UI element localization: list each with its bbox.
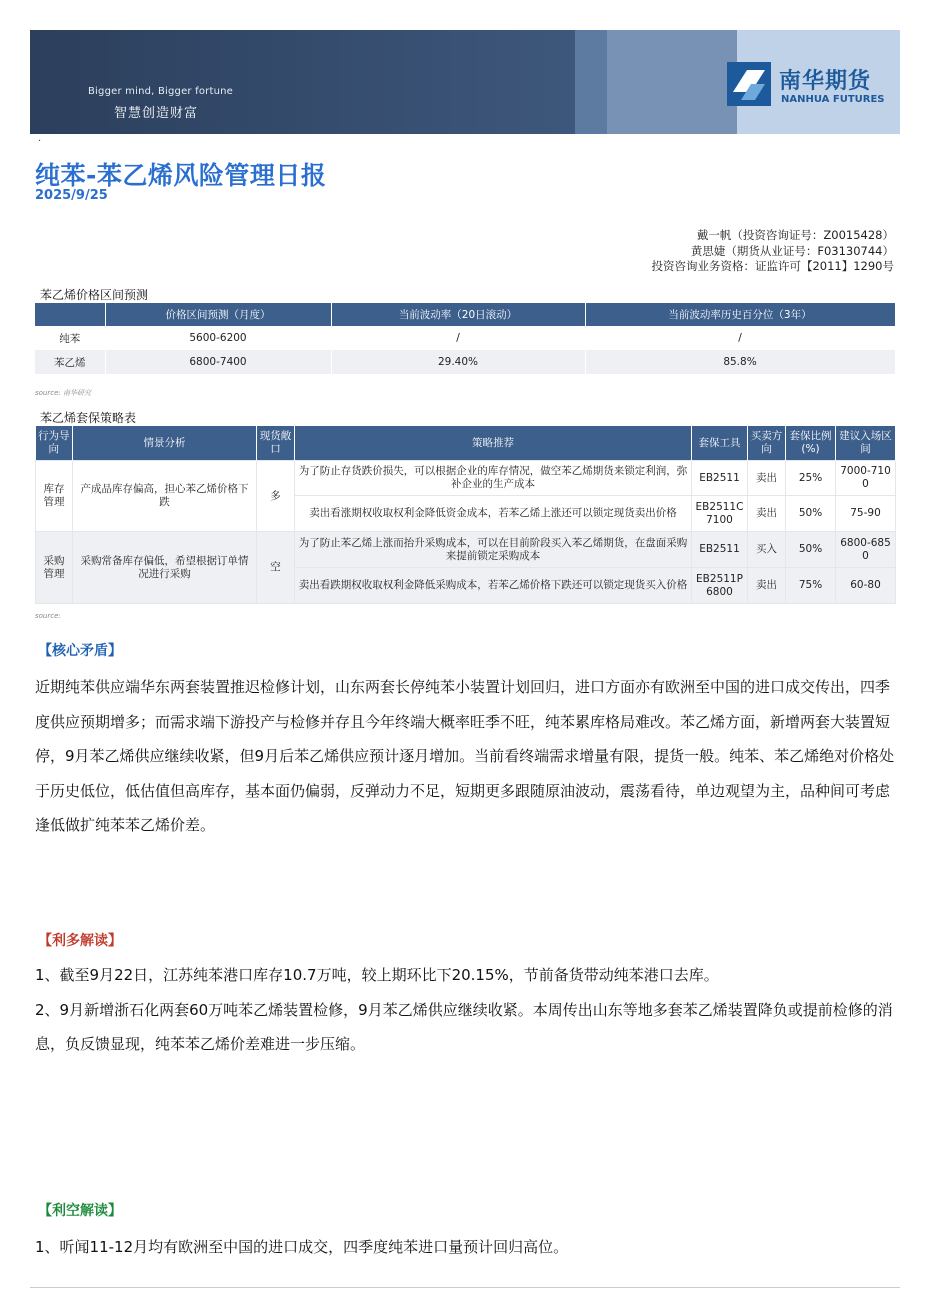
price-table-label: 苯乙烯价格区间预测 [40, 288, 149, 302]
table-header-cell [35, 303, 105, 326]
slogan-english: Bigger mind, Bigger fortune [88, 86, 234, 97]
direction-cell: 卖出 [748, 496, 786, 532]
banner-stripe [607, 30, 737, 134]
author-line: 黄思婕（期货从业证号：F03130744） [690, 243, 894, 258]
table-row [36, 461, 896, 496]
list-item: 1、听闻11-12月均有欧洲至中国的进口成交，四季度纯苯进口量预计回归高位。 [35, 1238, 569, 1256]
direction-cell: 买入 [748, 532, 786, 568]
ratio-cell: 50% [786, 496, 836, 532]
table-cell: / [331, 326, 585, 350]
report-title: 纯苯-苯乙烯风险管理日报 [35, 161, 327, 190]
banner-stripe [575, 30, 607, 134]
range-cell: 6800-6850 [836, 532, 896, 568]
list-item: 1、截至9月22日，江苏纯苯港口库存10.7万吨，较上期环比下20.15%，节前备货带动纯苯港口去库。 [35, 966, 719, 984]
direction-cell: 卖出 [748, 461, 786, 496]
table-header-cell: 当前波动率历史百分位（3年） [585, 303, 895, 326]
table-cell: 29.40% [331, 350, 585, 374]
company-logo [727, 60, 897, 110]
table-header-cell: 价格区间预测（月度） [105, 303, 331, 326]
table-header-row [35, 303, 895, 326]
table-header-cell: 建议入场区间 [836, 426, 896, 461]
table-header-cell: 套保比例(%) [786, 426, 836, 461]
exposure-cell: 空 [257, 532, 295, 604]
hedge-table-source: source: [35, 612, 61, 620]
table-header-cell: 套保工具 [692, 426, 748, 461]
strategy-cell: 为了防止存货跌价损失，可以根据企业的库存情况，做空苯乙烯期货来锁定利润，弥补企业的生产成本 [295, 461, 692, 496]
core-paragraph: 近期纯苯供应端华东两套装置推迟检修计划，山东两套长停纯苯小装置计划回归，进口方面亦有欧洲至中国的进口成交传出，四季度供应预期增多；而需求端下游投产与检修并存且今年终端大概率旺季不旺，纯苯累库格局难改。苯乙烯方面，新增两套大装置短停，9月苯乙烯供应继续收紧，但9月后苯乙烯供应预计逐月增加。当前看终端需求增量有限，提货一般。纯苯、苯乙烯绝对价格处于历史低位，低估值但高库存，基本面仍偏弱，反弹动力不足，短期更多跟随原油波动，震荡看待，单边观望为主，品种间可考虑逢低做扩纯苯苯乙烯价差。 [35, 678, 895, 834]
header-banner [30, 30, 900, 134]
scenario-cell: 产成品库存偏高，担心苯乙烯价格下跌 [73, 461, 257, 532]
table-header-cell: 现货敞口 [257, 426, 295, 461]
table-header-row [36, 426, 896, 461]
direction-cell: 卖出 [748, 568, 786, 604]
range-cell: 75-90 [836, 496, 896, 532]
license-line: 投资咨询业务资格：证监许可【2011】1290号 [651, 259, 894, 273]
strategy-cell: 卖出看跌期权收取权利金降低采购成本，若苯乙烯价格下跌还可以锁定现货买入价格 [295, 568, 692, 604]
table-header-cell: 情景分析 [73, 426, 257, 461]
table-cell: 5600-6200 [105, 326, 331, 350]
table-header-cell: 买卖方向 [748, 426, 786, 461]
bullish-heading: 【利多解读】 [38, 933, 122, 949]
table-header-cell: 策略推荐 [295, 426, 692, 461]
table-cell: 纯苯 [35, 326, 105, 350]
slogan-chinese: 智慧创造财富 [114, 106, 199, 121]
bearish-heading: 【利空解读】 [38, 1203, 122, 1219]
tool-cell: EB2511P6800 [692, 568, 748, 604]
table-row [36, 532, 896, 568]
range-cell: 60-80 [836, 568, 896, 604]
tool-cell: EB2511C7100 [692, 496, 748, 532]
report-date: 2025/9/25 [35, 188, 108, 203]
author-info [651, 228, 894, 275]
table-cell: 苯乙烯 [35, 350, 105, 374]
scenario-cell: 采购常备库存偏低，希望根据订单情况进行采购 [73, 532, 257, 604]
table-row [35, 326, 895, 350]
nanhua-logo-icon [727, 62, 771, 106]
hedge-strategy-table [35, 426, 896, 604]
table-cell: 6800-7400 [105, 350, 331, 374]
behavior-cell: 采购管理 [36, 532, 73, 604]
header-dot: · [38, 136, 42, 147]
author-line: 戴一帆（投资咨询证号：Z0015428） [696, 228, 894, 242]
logo-name-chinese: 南华期货 [779, 69, 872, 94]
price-table-source: source: 南华研究 [35, 389, 91, 397]
tool-cell: EB2511 [692, 461, 748, 496]
core-heading: 【核心矛盾】 [38, 643, 122, 659]
ratio-cell: 50% [786, 532, 836, 568]
ratio-cell: 25% [786, 461, 836, 496]
behavior-cell: 库存管理 [36, 461, 73, 532]
table-header-cell: 当前波动率（20日滚动） [331, 303, 585, 326]
table-header-cell: 行为导向 [36, 426, 73, 461]
tool-cell: EB2511 [692, 532, 748, 568]
range-cell: 7000-7100 [836, 461, 896, 496]
bullish-list [35, 958, 895, 1062]
footer-divider [30, 1287, 900, 1288]
strategy-cell: 卖出看涨期权收取权利金降低资金成本，若苯乙烯上涨还可以锁定现货卖出价格 [295, 496, 692, 532]
list-item: 2、9月新增浙石化两套60万吨苯乙烯装置检修，9月苯乙烯供应继续收紧。本周传出山东等地多套苯乙烯装置降负或提前检修的消息，负反馈显现，纯苯苯乙烯价差难进一步压缩。 [35, 1000, 893, 1053]
ratio-cell: 75% [786, 568, 836, 604]
logo-name-english: NANHUA FUTURES [781, 94, 885, 105]
hedge-table-label: 苯乙烯套保策略表 [40, 411, 137, 425]
strategy-cell: 为了防止苯乙烯上涨而抬升采购成本，可以在目前阶段买入苯乙烯期货，在盘面采购来提前锁定采购成本 [295, 532, 692, 568]
price-range-table [35, 303, 896, 382]
exposure-cell: 多 [257, 461, 295, 532]
bearish-list [35, 1230, 895, 1265]
table-cell: 85.8% [585, 350, 895, 374]
table-row [35, 350, 895, 374]
table-cell: / [585, 326, 895, 350]
